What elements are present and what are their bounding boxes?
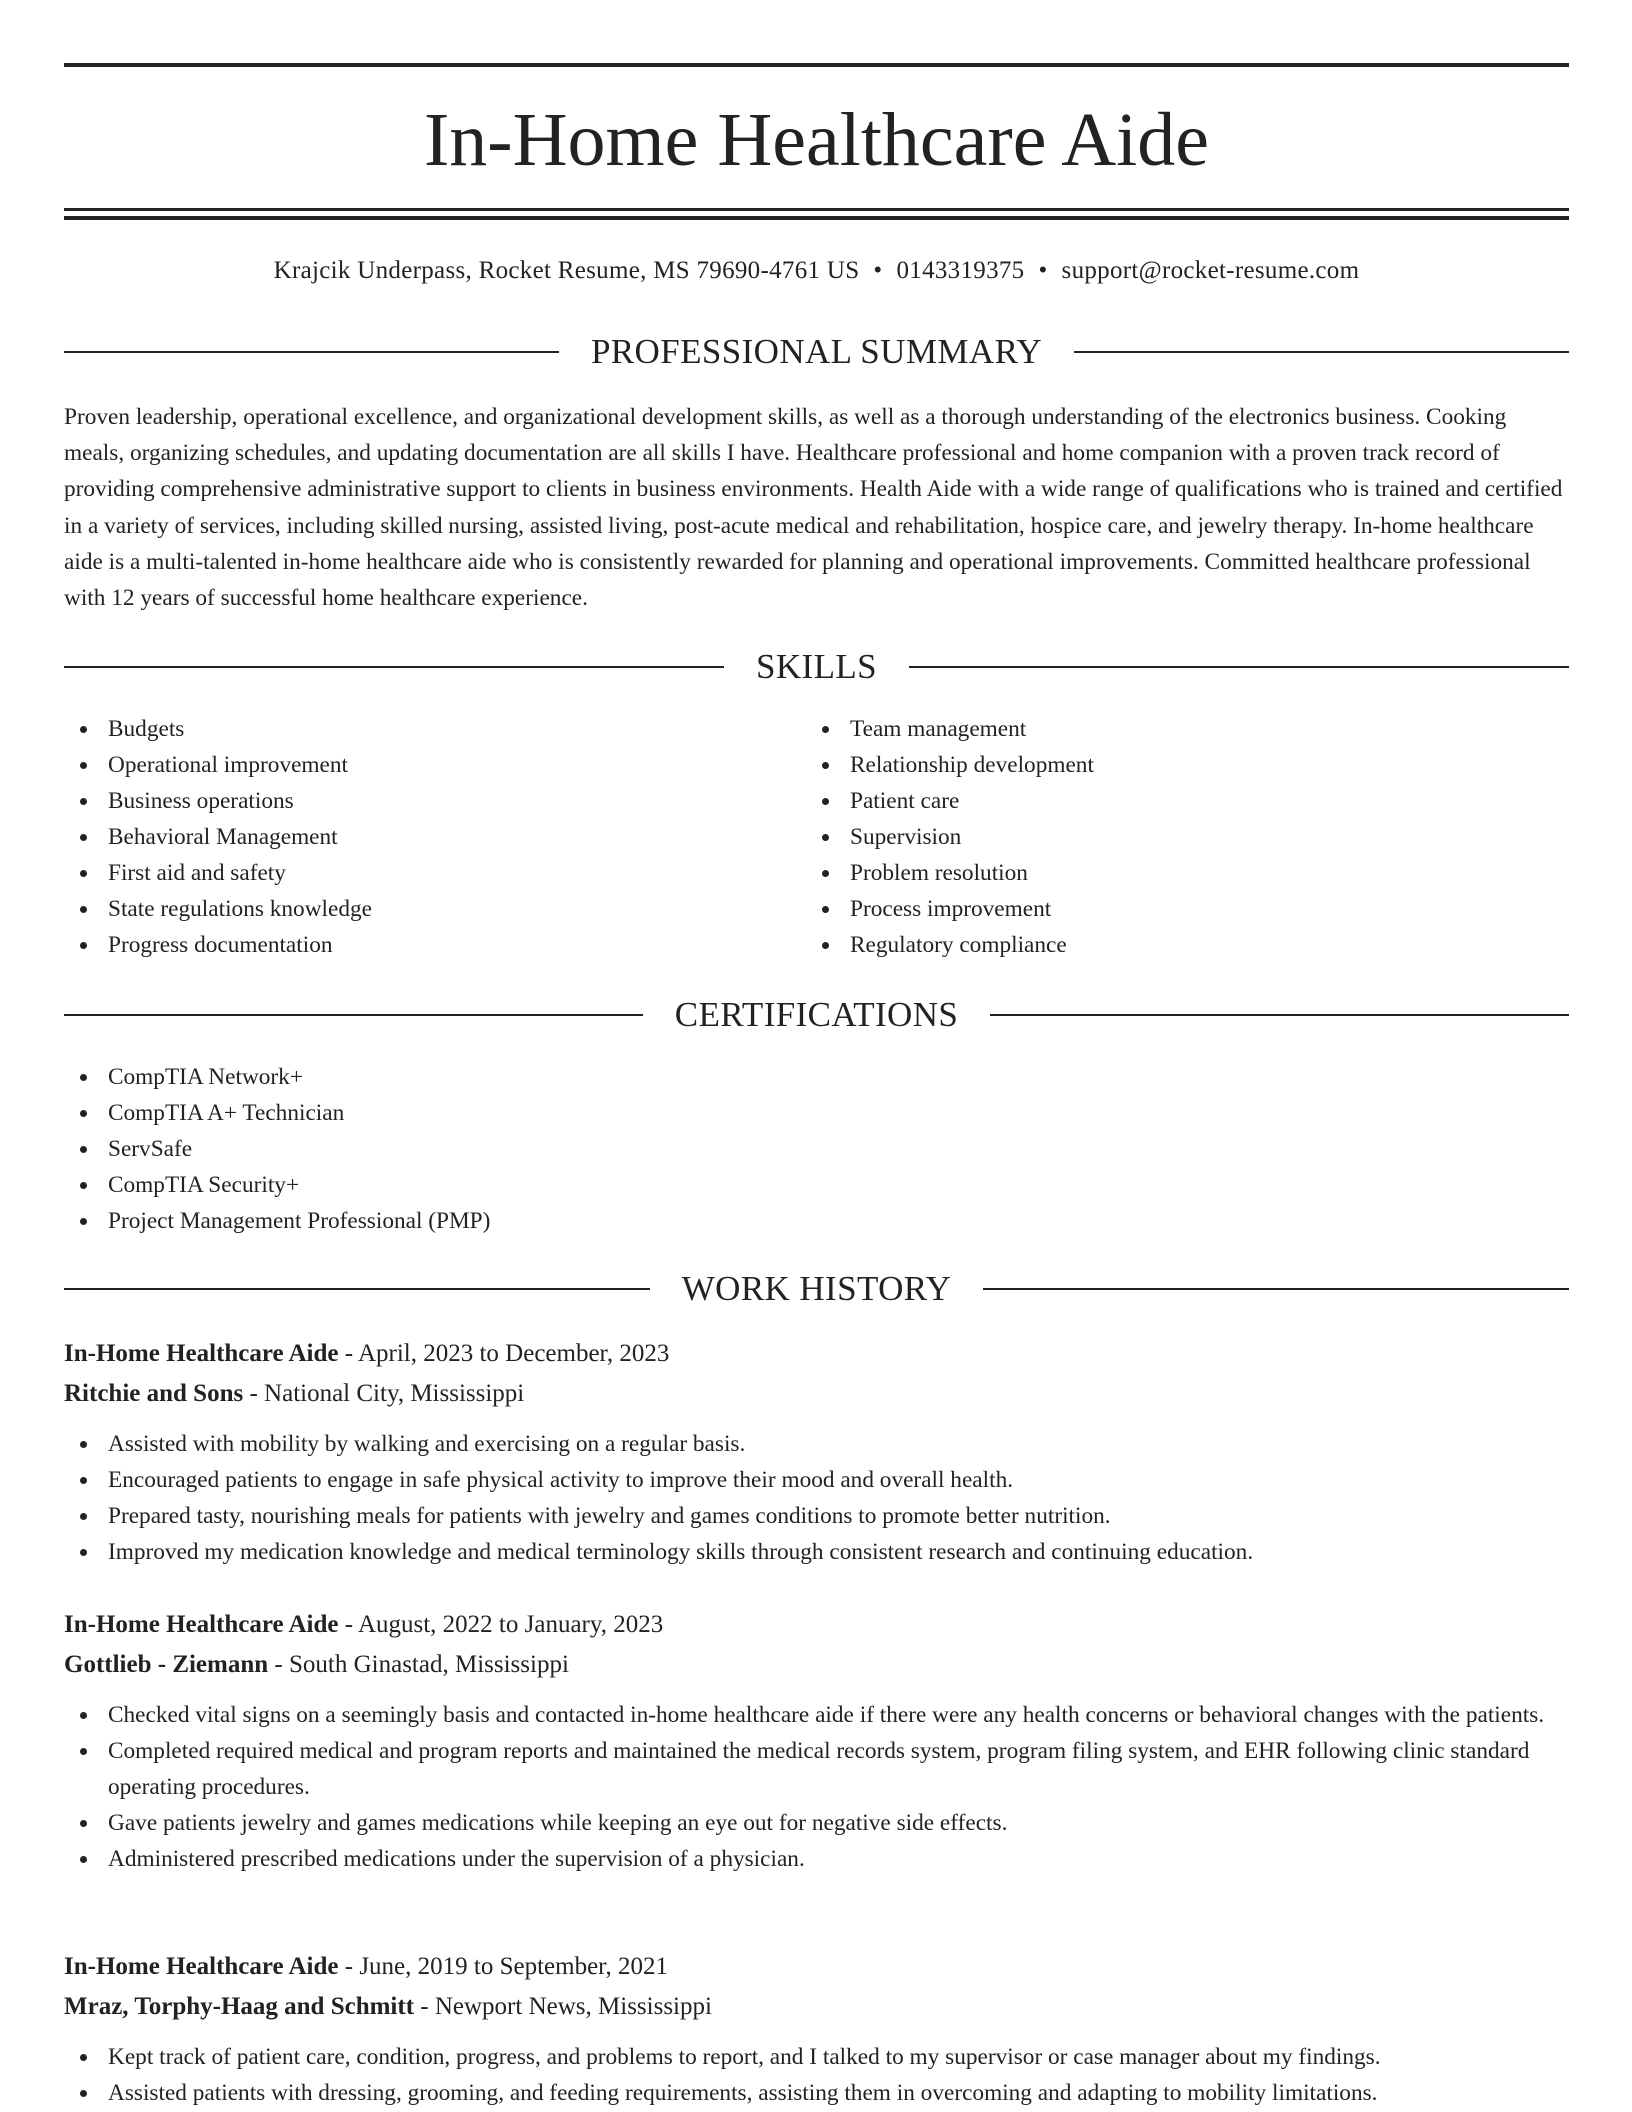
job-location: - National City, Mississippi xyxy=(243,1380,525,1407)
job-title-line xyxy=(64,1947,1569,1987)
skill-item: Progress documentation xyxy=(64,927,764,963)
job-title-line xyxy=(64,1334,1569,1374)
contact-phone: 0143319375 xyxy=(896,257,1025,284)
skill-item: State regulations knowledge xyxy=(64,891,764,927)
heading-rule xyxy=(64,1288,650,1290)
skill-item: Business operations xyxy=(64,783,764,819)
job-dates: - August, 2022 to January, 2023 xyxy=(338,1611,664,1638)
job-entry xyxy=(64,1605,1569,1877)
job-bullet: Improved my medication knowledge and medical terminology skills through consistent research and continuing education. xyxy=(64,1534,1569,1570)
certification-item: CompTIA Network+ xyxy=(64,1059,1569,1095)
contact-separator: • xyxy=(1038,257,1048,284)
job-location: - South Ginastad, Mississippi xyxy=(268,1651,569,1678)
skills-list-right xyxy=(806,711,1506,963)
job-bullet: Kept track of patient care, condition, progress, and problems to report, and I talked to my supervisor or case manager about my findings. xyxy=(64,2039,1569,2075)
job-bullet: Checked vital signs on a seemingly basis and contacted in-home healthcare aide if there were any health concerns or behavioral changes with the patients. xyxy=(64,1697,1569,1733)
heading-rule xyxy=(909,666,1569,668)
job-location: - Newport News, Mississippi xyxy=(414,1993,712,2020)
contact-email[interactable]: support@rocket-resume.com xyxy=(1061,257,1360,284)
job-company-line xyxy=(64,1374,1569,1414)
heading-rule xyxy=(64,666,724,668)
job-entry xyxy=(64,1947,1569,2111)
section-heading-label: PROFESSIONAL SUMMARY xyxy=(590,332,1043,371)
job-bullets xyxy=(64,1697,1569,1877)
job-bullet: Gave patients jewelry and games medications while keeping an eye out for negative side effects. xyxy=(64,1805,1569,1841)
job-title: In-Home Healthcare Aide xyxy=(64,1611,339,1638)
skill-item: Regulatory compliance xyxy=(806,927,1506,963)
resume-title: In-Home Healthcare Aide xyxy=(424,98,1209,182)
skill-item: Operational improvement xyxy=(64,747,764,783)
job-company: Mraz, Torphy-Haag and Schmitt xyxy=(64,1993,415,2020)
skill-item: Behavioral Management xyxy=(64,819,764,855)
heading-rule xyxy=(1074,351,1569,353)
job-bullet: Assisted patients with dressing, grooming, and feeding requirements, assisting them in overcoming and adapting to mobility limitations. xyxy=(64,2075,1569,2111)
skills-list-left xyxy=(64,711,764,963)
contact-line xyxy=(64,254,1569,288)
job-bullets xyxy=(64,1426,1569,1570)
certification-item: ServSafe xyxy=(64,1131,1569,1167)
heading-rule xyxy=(990,1014,1569,1016)
job-dates: - June, 2019 to September, 2021 xyxy=(338,1953,669,1980)
heading-rule xyxy=(64,351,559,353)
section-heading-work-history xyxy=(64,1267,1569,1311)
job-title-line xyxy=(64,1605,1569,1645)
section-heading-summary xyxy=(64,330,1569,374)
skill-item: Supervision xyxy=(806,819,1506,855)
job-company-line xyxy=(64,1987,1569,2027)
contact-separator: • xyxy=(873,257,883,284)
certification-item: CompTIA A+ Technician xyxy=(64,1095,1569,1131)
heading-rule xyxy=(983,1288,1569,1290)
skill-item: Budgets xyxy=(64,711,764,747)
job-title: In-Home Healthcare Aide xyxy=(64,1340,339,1367)
job-dates: - April, 2023 to December, 2023 xyxy=(338,1340,670,1367)
section-heading-skills xyxy=(64,645,1569,689)
job-bullet: Assisted with mobility by walking and exercising on a regular basis. xyxy=(64,1426,1569,1462)
job-bullet: Administered prescribed medications under the supervision of a physician. xyxy=(64,1841,1569,1877)
certification-item: Project Management Professional (PMP) xyxy=(64,1203,1569,1239)
title-rule-lower xyxy=(64,216,1569,220)
certification-item: CompTIA Security+ xyxy=(64,1167,1569,1203)
contact-address: Krajcik Underpass, Rocket Resume, MS 79690-4761 US xyxy=(273,257,860,284)
job-company: Ritchie and Sons xyxy=(64,1380,244,1407)
skill-item: First aid and safety xyxy=(64,855,764,891)
certifications-list xyxy=(64,1059,1569,1239)
heading-rule xyxy=(64,1014,643,1016)
job-bullets xyxy=(64,2039,1569,2111)
job-title: In-Home Healthcare Aide xyxy=(64,1953,339,1980)
summary-text: Proven leadership, operational excellence, and organizational development skills, as well as a thorough understanding of the electronics business. Cooking meals, organizing schedules, and updating documentation are all skills I have. Healthcare professional and home companion with a proven track record of providing comprehensive administrative support to clients in business environments. Health Aide with a wide range of qualifications who is trained and certified in a variety of services, including skilled nursing, assisted living, post-acute medical and rehabilitation, hospice care, and jewelry therapy. In-home healthcare aide is a multi-talented in-home healthcare aide who is consistently rewarded for planning and operational improvements. Committed healthcare professional with 12 years of successful home healthcare experience. xyxy=(64,404,1563,612)
skill-item: Team management xyxy=(806,711,1506,747)
skill-item: Process improvement xyxy=(806,891,1506,927)
job-bullet: Prepared tasty, nourishing meals for patients with jewelry and games conditions to promote better nutrition. xyxy=(64,1498,1569,1534)
skill-item: Patient care xyxy=(806,783,1506,819)
job-bullet: Encouraged patients to engage in safe physical activity to improve their mood and overall health. xyxy=(64,1462,1569,1498)
section-heading-certifications xyxy=(64,993,1569,1037)
skill-item: Relationship development xyxy=(806,747,1506,783)
section-heading-label: SKILLS xyxy=(755,647,878,686)
job-entry xyxy=(64,1334,1569,1570)
top-rule xyxy=(64,63,1569,67)
job-bullet: Completed required medical and program reports and maintained the medical records system, program filing system, and EHR following clinic standard operating procedures. xyxy=(64,1733,1569,1805)
title-rule-upper xyxy=(64,208,1569,211)
job-company: Gottlieb - Ziemann xyxy=(64,1651,269,1678)
section-heading-label: CERTIFICATIONS xyxy=(674,995,959,1034)
section-heading-label: WORK HISTORY xyxy=(681,1269,952,1308)
skill-item: Problem resolution xyxy=(806,855,1506,891)
job-company-line xyxy=(64,1645,1569,1685)
